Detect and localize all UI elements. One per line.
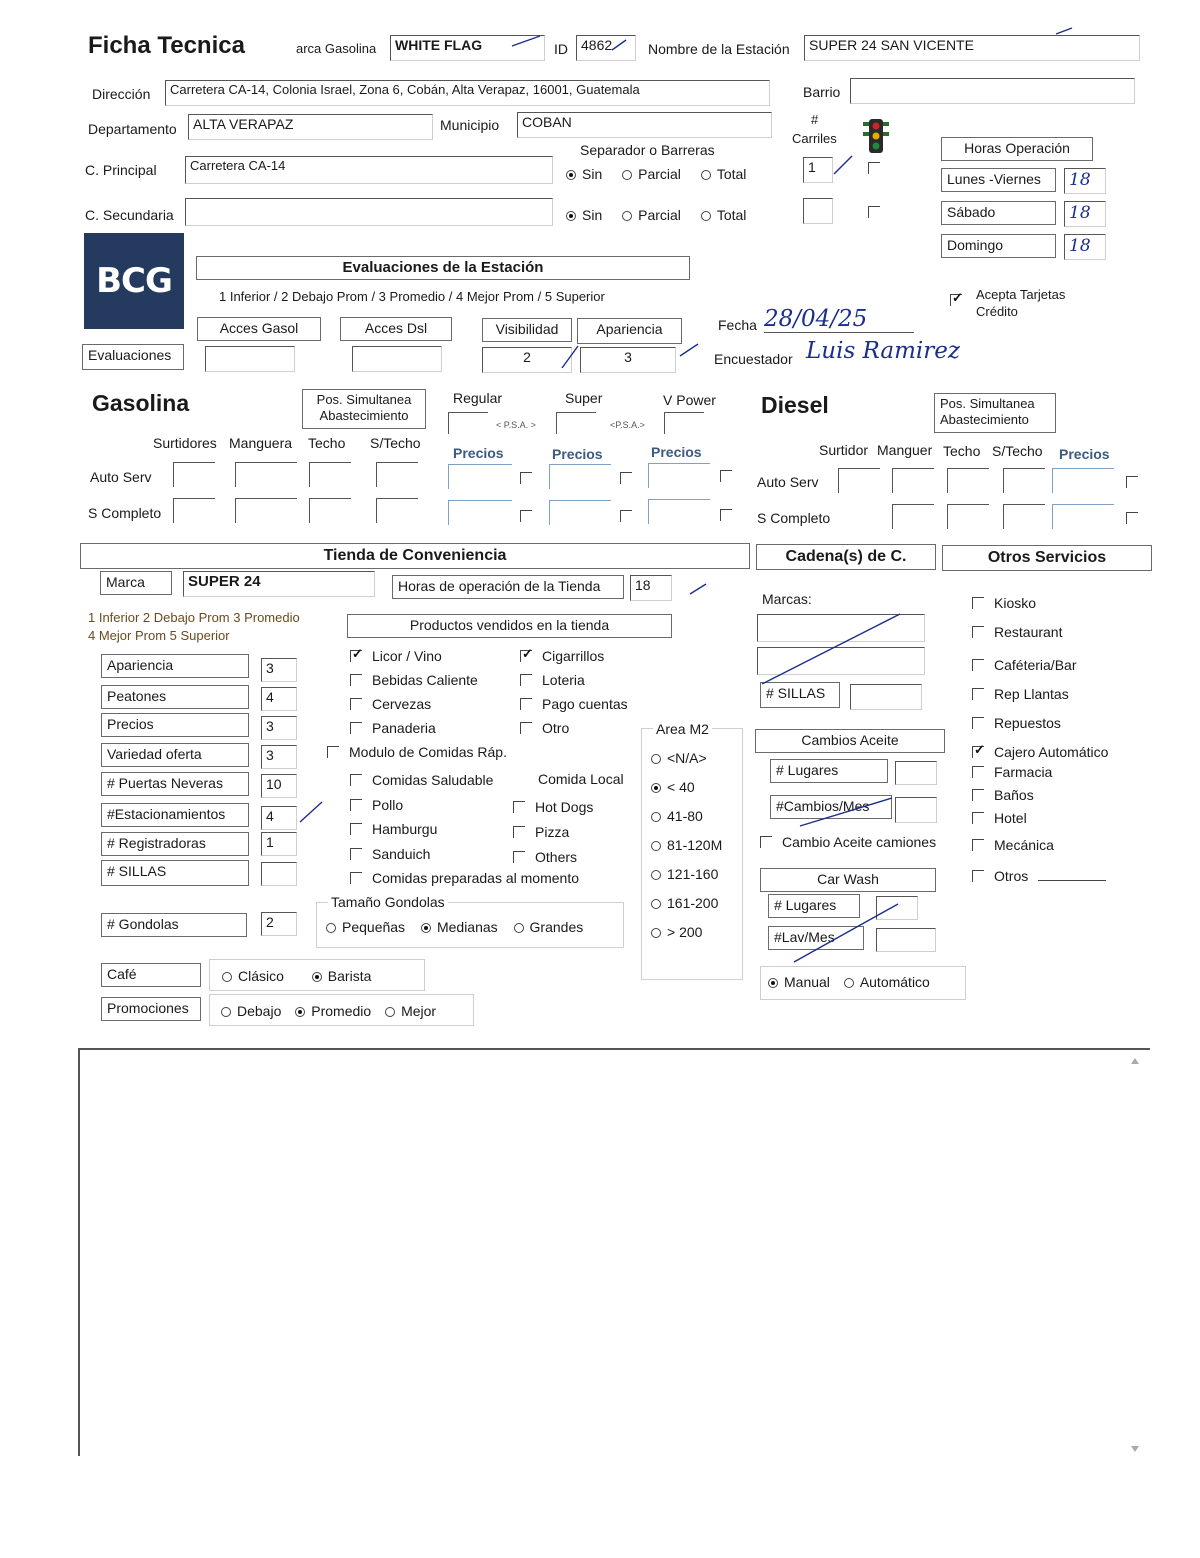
cadena-title: Cadena(s) de C. (756, 544, 936, 570)
id-label: ID (554, 41, 568, 57)
area-121-160-radio[interactable]: 121-160 (651, 860, 722, 889)
diesel-s-completo-label: S Completo (757, 510, 831, 526)
servicio-farmacia-checkbox[interactable]: Farmacia (972, 761, 1054, 784)
producto-otro-checkbox[interactable]: Otro (520, 716, 628, 740)
car-wash-title: Car Wash (760, 868, 936, 892)
evaluaciones-scale: 1 Inferior / 2 Debajo Prom / 3 Promedio / 4 Mejor Prom / 5 Superior (219, 289, 605, 304)
gas-auto-serv-label: Auto Serv (90, 469, 152, 485)
metric-apariencia-label: Apariencia (101, 654, 249, 678)
comida-pizza-checkbox[interactable]: Pizza (513, 820, 593, 845)
gondola-medianas-radio[interactable]: Medianas (421, 919, 498, 935)
separador-secundaria-total[interactable]: Total (701, 207, 747, 223)
cafe-label: Café (101, 963, 201, 987)
sabado-label: Sábado (941, 201, 1056, 225)
producto-panaderia-checkbox[interactable]: Panaderia (350, 716, 478, 740)
promo-promedio-radio[interactable]: Promedio (295, 1003, 371, 1019)
cambio-aceite-camiones-checkbox[interactable]: Cambio Aceite camiones (760, 834, 936, 850)
wash-automatico-radio[interactable]: Automático (844, 974, 930, 990)
aceite-lugares-label: # Lugares (770, 759, 888, 783)
page-title: Ficha Tecnica (88, 32, 245, 59)
municipio-label: Municipio (440, 117, 500, 133)
servicio-rep-llantas-checkbox[interactable]: Rep Llantas (972, 680, 1108, 709)
id-field[interactable]: 4862 (576, 35, 636, 61)
vpower-label: V Power (663, 392, 716, 408)
acepta-tarjetas-label: Acepta Tarjetas Crédito (976, 287, 1066, 319)
horas-operacion-title: Horas Operación (941, 137, 1093, 161)
productos-title: Productos vendidos en la tienda (347, 614, 672, 638)
modulo-comidas-checkbox[interactable]: Modulo de Comidas Ráp. (327, 744, 507, 760)
departamento-label: Departamento (88, 121, 177, 137)
col-manguera: Manguera (229, 435, 293, 451)
metric-estacionamientos-field[interactable]: 4 (261, 806, 297, 830)
apariencia-field[interactable]: 3 (580, 347, 676, 373)
area-na-radio[interactable]: <N/A> (651, 744, 722, 773)
carwash-lav-label: #Lav/Mes (768, 926, 864, 950)
metric-registradoras-field[interactable]: 1 (261, 832, 297, 856)
lunes-viernes-label: Lunes -Viernes (941, 168, 1056, 192)
separador-secundaria-sin[interactable]: Sin (566, 207, 602, 223)
metric-variedad-field[interactable]: 3 (261, 745, 297, 769)
area-gt200-radio[interactable]: > 200 (651, 918, 722, 947)
lunes-viernes-field[interactable]: 18 (1064, 168, 1106, 194)
psa-indicator-2: <P.S.A.> (610, 420, 645, 430)
servicio-kiosko-checkbox[interactable]: Kiosko (972, 589, 1108, 618)
comida-hamburgu-checkbox[interactable]: Hamburgu (350, 817, 579, 842)
bcg-logo: BCG (84, 233, 184, 329)
area-81-120-radio[interactable]: 81-120M (651, 831, 722, 860)
metric-gondolas-label: # Gondolas (101, 913, 247, 937)
comida-others-checkbox[interactable]: Others (513, 845, 593, 870)
comida-pollo-checkbox[interactable]: Pollo (350, 793, 579, 818)
servicio-hotel-checkbox[interactable]: Hotel (972, 807, 1054, 830)
metric-peatones-field[interactable]: 4 (261, 687, 297, 711)
regular-precios-label: Precios (453, 445, 504, 461)
tienda-horas-label: Horas de operación de la Tienda (392, 575, 624, 599)
servicio-cafeteria-checkbox[interactable]: Caféteria/Bar (972, 651, 1108, 680)
encuestador-field[interactable]: Luis Ramirez (806, 338, 961, 364)
diesel-col-techo: Techo (943, 443, 981, 459)
comida-local-label: Comida Local (538, 771, 624, 787)
promo-mejor-radio[interactable]: Mejor (385, 1003, 436, 1019)
evaluaciones-title: Evaluaciones de la Estación (196, 256, 690, 280)
comida-saludable-checkbox[interactable]: Comidas Saludable (350, 768, 579, 793)
domingo-field[interactable]: 18 (1064, 234, 1106, 260)
gondola-pequenas-radio[interactable]: Pequeñas (326, 919, 405, 935)
promociones-label: Promociones (101, 997, 201, 1021)
metric-precios-label: Precios (101, 713, 249, 737)
col-techo: Techo (308, 435, 346, 451)
tienda-title: Tienda de Conveniencia (80, 543, 750, 569)
diesel-precios-label: Precios (1059, 446, 1110, 462)
servicio-cajero-checkbox[interactable]: ✓Cajero Automático (972, 738, 1108, 767)
otros-servicios-title: Otros Servicios (942, 545, 1152, 571)
nombre-estacion-label: Nombre de la Estación (648, 41, 790, 57)
carriles-principal-field[interactable]: 1 (803, 157, 833, 183)
marca-gasolina-label: arca Gasolina (296, 41, 377, 56)
tienda-marca-label: Marca (100, 571, 172, 595)
psa-indicator-1: < P.S.A. > (496, 420, 536, 430)
encuestador-label: Encuestador (714, 351, 793, 367)
metric-estacionamientos-label: #Estacionamientos (101, 803, 249, 827)
cafe-barista-radio[interactable]: Barista (312, 968, 372, 984)
metric-variedad-label: Variedad oferta (101, 743, 249, 767)
diesel-pos-simultanea: Pos. Simultanea Abastecimiento (934, 393, 1056, 433)
super-precios-label: Precios (552, 446, 603, 462)
fecha-label: Fecha (718, 317, 757, 333)
direccion-label: Dirección (92, 86, 151, 102)
visibilidad-field[interactable]: 2 (482, 347, 572, 373)
marca-gasolina-field[interactable]: WHITE FLAG (390, 35, 545, 61)
area-lt40-radio[interactable]: < 40 (651, 773, 722, 802)
cadena-sillas-label: # SILLAS (760, 682, 840, 708)
calle-principal-label: C. Principal (85, 162, 157, 178)
direccion-field[interactable]: Carretera CA-14, Colonia Israel, Zona 6, Cobán, Alta Verapaz, 16001, Guatemala (165, 80, 770, 106)
aceite-cambios-label: #Cambios/Mes (770, 795, 892, 819)
calle-secundaria-label: C. Secundaria (85, 207, 174, 223)
metric-precios-field[interactable]: 3 (261, 716, 297, 740)
comida-hotdogs-checkbox[interactable]: Hot Dogs (513, 795, 593, 820)
tienda-horas-field[interactable]: 18 (630, 575, 672, 601)
producto-bebidas-checkbox[interactable]: Bebidas Caliente (350, 668, 478, 692)
carriles-label: Carriles (792, 131, 837, 146)
vpower-precios-label: Precios (651, 444, 702, 460)
comida-sanduich-checkbox[interactable]: Sanduich (350, 842, 579, 867)
diesel-col-stecho: S/Techo (992, 443, 1043, 459)
fecha-field[interactable]: 28/04/25 (764, 306, 914, 333)
area-title: Area M2 (653, 721, 712, 737)
departamento-field[interactable]: ALTA VERAPAZ (188, 114, 433, 140)
metric-registradoras-label: # Registradoras (101, 832, 249, 856)
producto-loteria-checkbox[interactable]: Loteria (520, 668, 628, 692)
separador-principal-parcial[interactable]: Parcial (622, 166, 681, 182)
carriles-hash: # (811, 112, 819, 127)
servicio-otros-checkbox[interactable]: Otros (972, 868, 1106, 884)
gas-s-completo-label: S Completo (88, 505, 162, 521)
metric-sillas-label: # SILLAS (101, 860, 249, 886)
carwash-lugares-label: # Lugares (768, 894, 860, 918)
producto-cervezas-checkbox[interactable]: Cervezas (350, 692, 478, 716)
super-label: Super (565, 390, 603, 406)
metric-puertas-field[interactable]: 10 (261, 774, 297, 798)
gasolina-pos-simultanea: Pos. Simultanea Abastecimiento (302, 389, 426, 429)
domingo-label: Domingo (941, 234, 1056, 258)
servicio-restaurant-checkbox[interactable]: Restaurant (972, 618, 1108, 647)
diesel-col-manguer: Manguer (877, 442, 933, 458)
wash-manual-radio[interactable]: Manual (768, 974, 830, 990)
regular-label: Regular (453, 390, 503, 406)
separador-principal-total[interactable]: Total (701, 166, 747, 182)
municipio-field[interactable]: COBAN (517, 112, 772, 138)
metric-peatones-label: Peatones (101, 685, 249, 709)
producto-cigarrillos-checkbox[interactable]: ✓Cigarrillos (520, 644, 628, 668)
diesel-auto-serv-label: Auto Serv (757, 474, 819, 490)
producto-pago-cuentas-checkbox[interactable]: Pago cuentas (520, 692, 628, 716)
separador-secundaria-parcial[interactable]: Parcial (622, 207, 681, 223)
separador-title: Separador o Barreras (580, 142, 715, 158)
metric-puertas-label: # Puertas Neveras (101, 772, 249, 796)
col-surtidores: Surtidores (153, 435, 217, 451)
gondola-grandes-radio[interactable]: Grandes (514, 919, 584, 935)
servicio-mecanica-checkbox[interactable]: Mecánica (972, 834, 1054, 857)
servicio-repuestos-checkbox[interactable]: Repuestos (972, 709, 1108, 738)
cambios-aceite-title: Cambios Aceite (755, 729, 945, 753)
evaluaciones-row-label: Evaluaciones (82, 344, 184, 370)
diesel-title: Diesel (761, 392, 829, 418)
promo-debajo-radio[interactable]: Debajo (221, 1003, 281, 1019)
area-41-80-radio[interactable]: 41-80 (651, 802, 722, 831)
sabado-field[interactable]: 18 (1064, 201, 1106, 227)
tienda-marca-field[interactable]: SUPER 24 (183, 571, 375, 597)
metric-apariencia-field[interactable]: 3 (261, 658, 297, 682)
comida-preparadas-checkbox[interactable]: Comidas preparadas al momento (350, 866, 579, 891)
gasolina-title: Gasolina (92, 390, 190, 416)
diesel-col-surtidor: Surtidor (819, 442, 869, 458)
acces-dsl-label: Acces Dsl (340, 317, 452, 341)
barrio-label: Barrio (803, 84, 841, 100)
calle-principal-field[interactable]: Carretera CA-14 (185, 156, 553, 184)
acces-gasol-label: Acces Gasol (197, 317, 321, 341)
servicio-banos-checkbox[interactable]: Baños (972, 784, 1054, 807)
apariencia-label: Apariencia (577, 318, 682, 344)
cafe-clasico-radio[interactable]: Clásico (222, 968, 284, 984)
visibilidad-label: Visibilidad (482, 318, 572, 342)
metric-gondolas-field[interactable]: 2 (261, 912, 297, 936)
col-stecho: S/Techo (370, 435, 421, 451)
gondolas-title: Tamaño Gondolas (328, 894, 448, 910)
separador-principal-sin[interactable]: Sin (566, 166, 602, 182)
area-161-200-radio[interactable]: 161-200 (651, 889, 722, 918)
producto-licor-checkbox[interactable]: ✓Licor / Vino (350, 644, 478, 668)
nombre-estacion-field[interactable]: SUPER 24 SAN VICENTE (804, 35, 1140, 61)
tienda-scale-1: 1 Inferior 2 Debajo Prom 3 Promedio (88, 610, 300, 625)
marcas-label: Marcas: (762, 591, 812, 607)
tienda-scale-2: 4 Mejor Prom 5 Superior (88, 628, 230, 643)
